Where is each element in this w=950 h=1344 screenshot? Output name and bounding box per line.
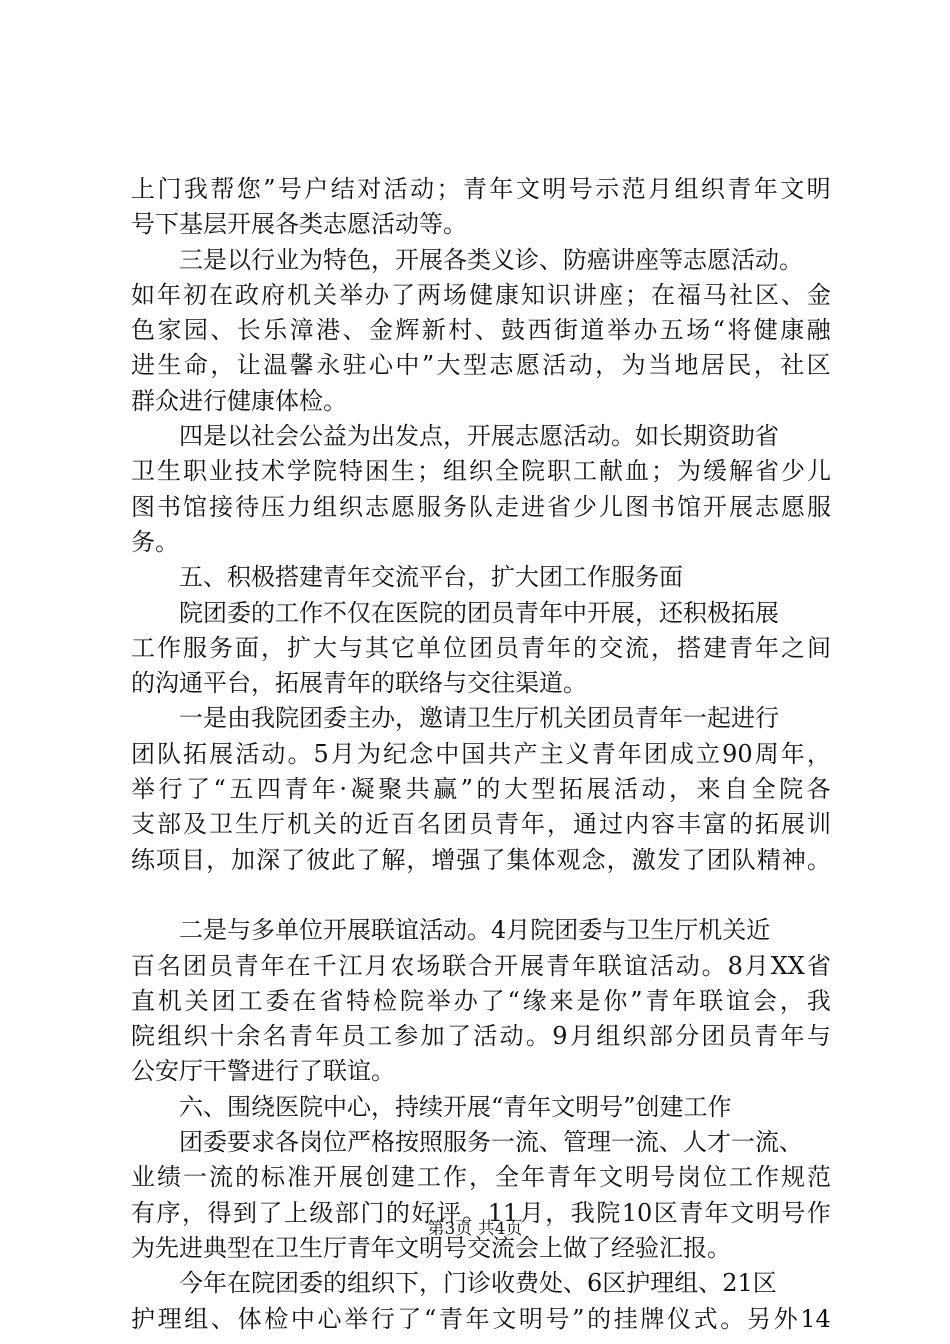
text-line: 团委要求各岗位严格按照服务一流、管理一流、人才一流、 bbox=[179, 1128, 803, 1157]
text-line: 四是以社会公益为出发点，开展志愿活动。如长期资助省 bbox=[179, 422, 779, 451]
text-line: 上 门 我 帮 您 ” 号 户 结 对 活 动 ； 青 年 文 明 号 示 范 月 组 织 青 年 文 明 bbox=[131, 175, 831, 203]
paragraph bbox=[131, 1125, 831, 1266]
text-line: 卫 生 职 业 技 术 学 院 特 困 生 ； 组 织 全 院 职 工 献 血 ； 为 缓 解 省 少 儿 bbox=[131, 457, 831, 486]
text-line: 五、积极搭建青年交流平台，扩大团工作服务面 bbox=[179, 563, 683, 592]
text-line: 业 绩 一 流 的 标 准 开 展 创 建 工 作 ， 全 年 青 年 文 明 号 岗 位 工 作 规 范 bbox=[131, 1163, 831, 1192]
text-line: 公安厅干警进行了联谊。 bbox=[131, 1057, 395, 1086]
text-line: 今年在院团委的组织下，门诊收费处、6区护理组、21区 bbox=[179, 1269, 777, 1298]
text-line: 图 书 馆 接 待 压 力 组 织 志 愿 服 务 队 走 进 省 少 儿 图 书 馆 开 展 志 愿 服 bbox=[131, 492, 831, 521]
section-heading bbox=[131, 560, 831, 595]
document-body bbox=[131, 172, 831, 1337]
text-line: 二是与多单位开展联谊活动。4月院团委与卫生厅机关近 bbox=[179, 916, 771, 945]
page-number-footer: 第3页 共4页 bbox=[427, 1219, 523, 1239]
paragraph bbox=[131, 701, 831, 877]
text-line: 练 项 目 ， 加 深 了 彼 此 了 解 ， 增 强 了 集 体 观 念 ， 激 发 了 团 队 精 神 。 bbox=[131, 845, 831, 874]
text-line: 院 组 织 十 余 名 青 年 员 工 参 加 了 活 动 。 9 月 组 织 部 分 团 员 青 年 与 bbox=[131, 1022, 831, 1051]
paragraph bbox=[131, 419, 831, 560]
paragraph bbox=[131, 596, 831, 702]
paragraph bbox=[131, 913, 831, 1089]
text-line: 团 队 拓 展 活 动 。 5 月 为 纪 念 中 国 共 产 主 义 青 年 团 成 立 90 周 年 ， bbox=[131, 739, 831, 768]
text-line: 进 生 命 ， 让 温 馨 永 驻 心 中 ” 大 型 志 愿 活 动 ， 为 当 地 居 民 ， 社 区 bbox=[131, 351, 831, 380]
text-line: 支 部 及 卫 生 厅 机 关 的 近 百 名 团 员 青 年 ， 通 过 内 容 丰 富 的 拓 展 训 bbox=[131, 810, 831, 839]
text-line: 号下基层开展各类志愿活动等。 bbox=[131, 210, 467, 239]
text-line: 的沟通平台，拓展青年的联络与交往渠道。 bbox=[131, 669, 587, 698]
paragraph bbox=[131, 1266, 831, 1337]
text-line: 举 行 了 “ 五 四 青 年 · 凝 聚 共 赢 ” 的 大 型 拓 展 活 动 ， 来 自 全 院 各 bbox=[131, 775, 831, 804]
text-line: 六、围绕医院中心，持续开展“青年文明号”创建工作 bbox=[179, 1092, 732, 1121]
paragraph bbox=[131, 243, 831, 419]
section-heading bbox=[131, 1090, 831, 1125]
text-line: 院团委的工作不仅在医院的团员青年中开展，还积极拓展 bbox=[179, 598, 779, 627]
text-line: 色 家 园 、 长 乐 漳 港 、 金 辉 新 村 、 鼓 西 街 道 举 办 五 场 “ 将 健 康 融 bbox=[131, 316, 831, 345]
text-line: 百 名 团 员 青 年 在 千 江 月 农 场 联 合 开 展 青 年 联 谊 活 动 。 8 月 XX 省 bbox=[131, 951, 831, 980]
text-line: 务。 bbox=[131, 527, 179, 556]
text-line: 有 序 ， 得 到 了 上 级 部 门 的 好 评 。 11 月 ， 我 院 10 区 青 年 文 明 号 作 bbox=[131, 1198, 831, 1227]
blank-line bbox=[131, 878, 831, 913]
paragraph bbox=[131, 172, 831, 243]
text-line: 护 理 组 、 体 检 中 心 举 行 了 “ 青 年 文 明 号 ” 的 挂 牌 仪 式 。 另 外 14 bbox=[131, 1304, 831, 1333]
text-line: 群众进行健康体检。 bbox=[131, 386, 347, 415]
text-line: 如 年 初 在 政 府 机 关 举 办 了 两 场 健 康 知 识 讲 座 ； 在 福 马 社 区 、 金 bbox=[131, 280, 831, 309]
text-line: 为先进典型在卫生厅青年文明号交流会上做了经验汇报。 bbox=[131, 1233, 731, 1262]
text-line: 直 机 关 团 工 委 在 省 特 检 院 举 办 了 “ 缘 来 是 你 ” 青 年 联 谊 会 ， 我 bbox=[131, 986, 831, 1015]
text-line: 三是以行业为特色，开展各类义诊、防癌讲座等志愿活动。 bbox=[179, 245, 803, 274]
text-line: 一是由我院团委主办，邀请卫生厅机关团员青年一起进行 bbox=[179, 704, 779, 733]
text-line: 工 作 服 务 面 ， 扩 大 与 其 它 单 位 团 员 青 年 的 交 流 ， 搭 建 青 年 之 间 bbox=[131, 633, 831, 662]
